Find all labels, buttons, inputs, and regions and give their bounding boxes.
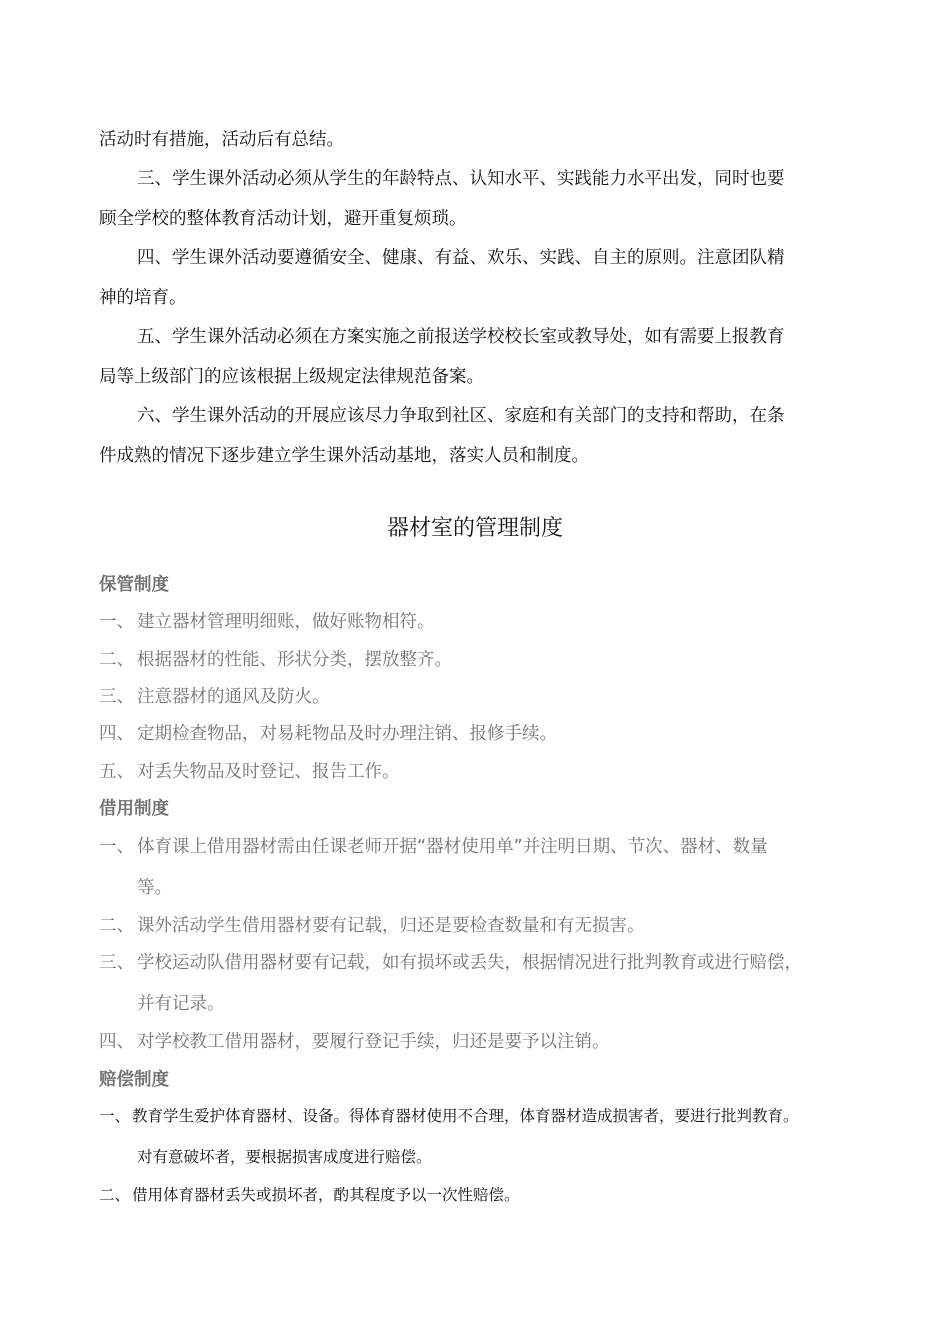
intro-line: 四、学生课外活动要遵循安全、健康、有益、欢乐、实践、自主的原则。注意团队精 [137,248,785,268]
item-number: 四、 [99,1032,134,1052]
custody-item [99,608,435,633]
item-text: 体育课上借用器材需由任课老师开据“器材使用单”并注明日期、节次、器材、数量 [137,837,768,857]
item-text: 对丢失物品及时登记、报告工作。 [137,762,400,782]
compensation-item [99,1104,799,1126]
custody-item [99,758,400,783]
custody-heading: 保管制度 [99,575,169,595]
item-number: 二、 [99,650,134,670]
item-number: 一、 [99,837,134,857]
page-title: 器材室的管理制度 [386,516,563,541]
intro-line: 五、学生课外活动必须在方案实施之前报送学校校长室或教导处，如有需要上报教育 [137,327,785,347]
intro-line: 顾全学校的整体教育活动计划，避开重复烦琐。 [99,209,467,229]
borrow-item-continuation: 等。 [137,878,172,898]
item-number: 三、 [99,953,134,973]
item-text: 根据器材的性能、形状分类，摆放整齐。 [137,650,452,670]
item-number: 三、 [99,687,134,707]
borrow-item [99,833,768,858]
item-text: 对学校教工借用器材，要履行登记手续，归还是要予以注销。 [137,1032,610,1052]
item-text: 注意器材的通风及防火。 [137,687,330,707]
compensation-item [99,1183,520,1205]
custody-item [99,683,330,708]
borrow-item [99,912,645,937]
compensation-item-continuation: 对有意破坏者，要根据损害成度进行赔偿。 [137,1148,432,1166]
intro-line: 神的培育。 [99,288,187,308]
borrow-heading: 借用制度 [99,799,169,819]
item-number: 五、 [99,762,134,782]
item-text: 教育学生爱护体育器材、设备。得体育器材使用不合理，体育器材造成损害者，要进行批判教育。 [132,1107,799,1125]
intro-line: 六、学生课外活动的开展应该尽力争取到社区、家庭和有关部门的支持和帮助，在条 [137,406,785,426]
compensation-heading: 赔偿制度 [99,1070,169,1090]
custody-item [99,720,557,745]
borrow-item-continuation: 并有记录。 [137,994,225,1014]
item-number: 一、 [99,612,134,632]
item-text: 借用体育器材丢失或损坏者，酌其程度予以一次性赔偿。 [132,1186,520,1204]
item-text: 定期检查物品，对易耗物品及时办理注销、报修手续。 [137,724,557,744]
item-text: 建立器材管理明细账，做好账物相符。 [137,612,435,632]
intro-line: 件成熟的情况下逐步建立学生课外活动基地，落实人员和制度。 [99,446,589,466]
intro-line: 局等上级部门的应该根据上级规定法律规范备案。 [99,367,484,387]
intro-line: 活动时有措施，活动后有总结。 [99,130,344,150]
custody-item [99,646,452,671]
item-number: 二、 [99,916,134,936]
item-text: 学校运动队借用器材要有记载，如有损坏或丢失，根据情况进行批判教育或进行赔偿， [137,953,802,973]
item-number: 二、 [99,1186,131,1204]
item-number: 四、 [99,724,134,744]
item-text: 课外活动学生借用器材要有记载，归还是要检查数量和有无损害。 [137,916,645,936]
intro-line: 三、学生课外活动必须从学生的年龄特点、认知水平、实践能力水平出发，同时也要 [137,169,785,189]
borrow-item [99,949,802,974]
borrow-item [99,1028,610,1053]
item-number: 一、 [99,1107,131,1125]
